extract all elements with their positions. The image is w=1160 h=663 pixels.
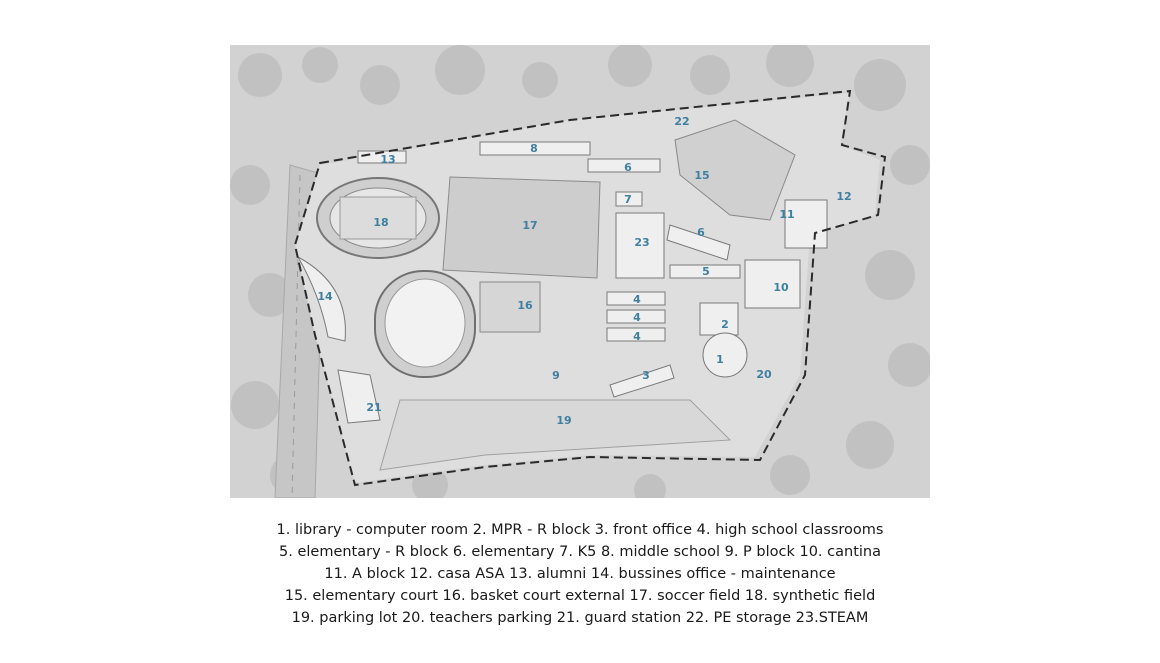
marker-15: 15 <box>694 169 710 182</box>
campus-site-map <box>230 45 930 498</box>
marker-11: 11 <box>779 208 795 221</box>
marker-7: 7 <box>624 193 632 206</box>
map-legend <box>0 519 1160 629</box>
marker-8: 8 <box>530 142 538 155</box>
marker-23: 23 <box>634 236 650 249</box>
marker-5: 5 <box>702 265 710 278</box>
legend-line: 19. parking lot 20. teachers parking 21. guard station 22. PE storage 23.STEAM <box>291 610 869 626</box>
marker-4c: 4 <box>633 330 641 343</box>
legend-line: 5. elementary - R block 6. elementary 7. K5 8. middle school 9. P block 10. cantina <box>279 544 881 560</box>
marker-10: 10 <box>773 281 789 294</box>
marker-20: 20 <box>756 368 772 381</box>
marker-18: 18 <box>373 216 389 229</box>
marker-16: 16 <box>517 299 533 312</box>
marker-19: 19 <box>556 414 572 427</box>
marker-17: 17 <box>522 219 538 232</box>
marker-12: 12 <box>836 190 852 203</box>
marker-9: 9 <box>552 369 560 382</box>
legend-line: 11. A block 12. casa ASA 13. alumni 14. bussines office - maintenance <box>324 566 836 582</box>
marker-6a: 6 <box>624 161 632 174</box>
stadium-field <box>385 279 465 367</box>
marker-14: 14 <box>317 290 333 303</box>
marker-4a: 4 <box>633 293 641 306</box>
marker-2: 2 <box>721 318 729 331</box>
marker-1: 1 <box>716 353 724 366</box>
legend-line: 15. elementary court 16. basket court external 17. soccer field 18. synthetic field <box>284 588 876 604</box>
marker-4b: 4 <box>633 311 641 324</box>
marker-21: 21 <box>366 401 382 414</box>
marker-6b: 6 <box>697 226 705 239</box>
legend-line: 1. library - computer room 2. MPR - R block 3. front office 4. high school classrooms <box>276 522 884 538</box>
marker-3: 3 <box>642 369 650 382</box>
marker-13: 13 <box>380 153 396 166</box>
marker-22: 22 <box>674 115 690 128</box>
